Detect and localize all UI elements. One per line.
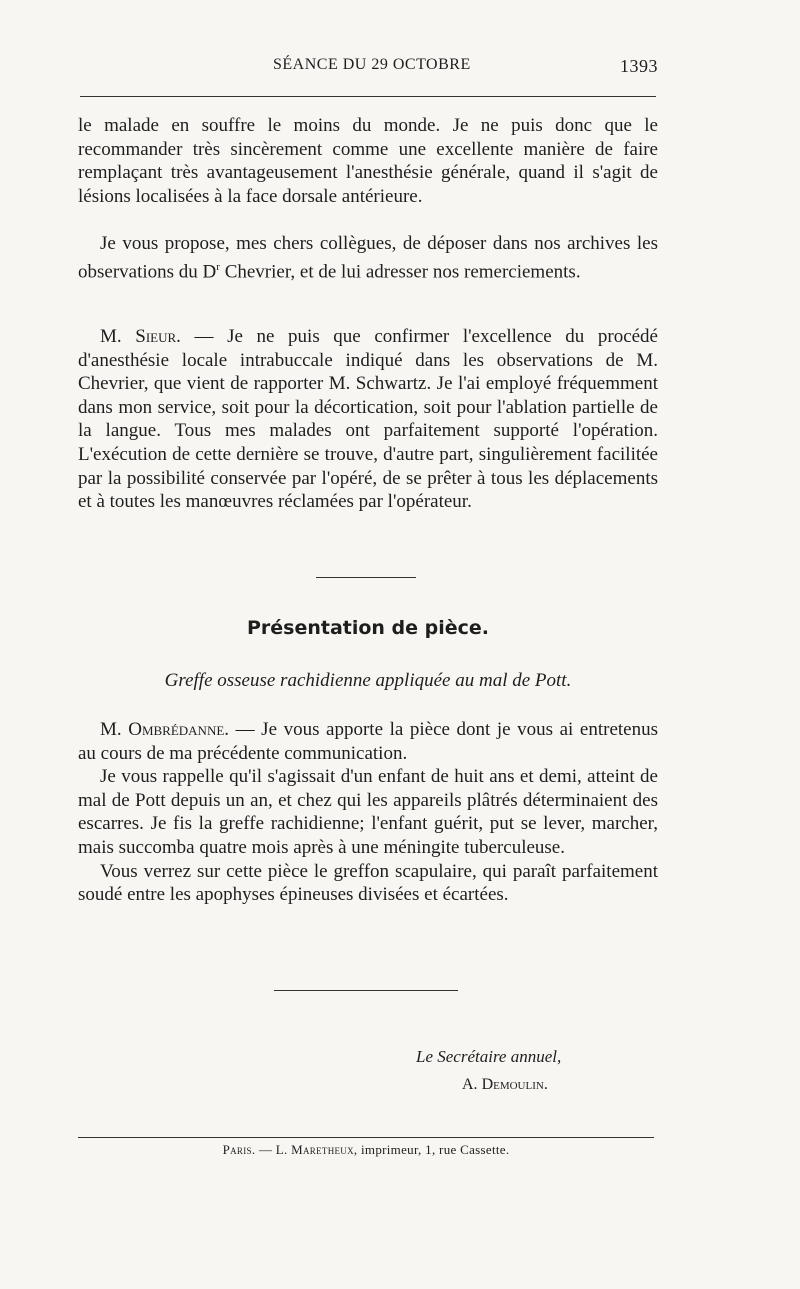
signature-role: Le Secrétaire annuel, — [416, 1047, 562, 1066]
running-header — [78, 56, 658, 82]
printer-footer — [78, 1142, 654, 1158]
section-separator — [316, 577, 416, 578]
page-number: 1393 — [620, 56, 658, 76]
footer-printer: Maretheux — [291, 1142, 354, 1157]
paragraph-continuation — [78, 114, 658, 208]
header-rule — [80, 96, 656, 97]
speaker-prefix: M. — [100, 719, 129, 740]
paragraph-text — [78, 232, 658, 284]
footer-address: , imprimeur, 1, rue Cassette. — [353, 1142, 510, 1157]
closing-separator — [274, 990, 458, 991]
paragraph-proposal — [78, 232, 658, 284]
text-run: . — Je ne puis que confirmer l'excellence du procédé d'anesthésie locale intrabuccale indiqué dans les observations de M. Chevrier, que vient de rapporter M. Schwartz. Je l'ai employé fréquemment dans mon service, soit pour la décortication, soit pour l'ablation partielle de la langue. Tous mes malades ont parfaitement supporté l'opération. L'exécution de cette dernière se trouve, d'autre part, singulièrement facilitée par la possibilité conservée par l'opéré, de se prêter à tous les déplacements et à toutes les manœuvres réclamées par l'opérateur. — [78, 326, 658, 513]
speaker-name: Sieur — [135, 326, 177, 347]
section-title: Présentation de pièce. — [246, 617, 490, 639]
speaker-name: Ombrédanne — [128, 719, 225, 740]
paragraph-text: le malade en souffre le moins du monde. Je ne puis donc que le recommander très sincèrement comme une excellente manière de faire remplaçant très avantageusement l'anesthésie générale, quand il s'agit de lésions localisées à la face dorsale antérieure. — [78, 115, 658, 207]
signature-block — [416, 1043, 561, 1099]
paragraph-text — [78, 718, 658, 765]
running-title: SÉANCE DU 29 OCTOBRE — [273, 56, 471, 73]
paragraph-text: Vous verrez sur cette pièce le greffon scapulaire, qui paraît parfaitement soudé entre les apophyses épineuses divisées et écartées. — [78, 860, 658, 906]
footer-rule — [78, 1137, 654, 1138]
speaker-prefix: M. — [100, 326, 136, 347]
footer-city: Paris. — [222, 1142, 256, 1157]
paragraph-text — [78, 325, 658, 514]
section-subtitle: Greffe osseuse rachidienne appliquée au mal de Pott. — [164, 670, 572, 691]
text-run: Chevrier, et de lui adresser nos remerciements. — [219, 260, 581, 282]
signature-surname: Demoulin. — [481, 1076, 548, 1093]
superscript: r — [216, 260, 220, 273]
paragraph-ombredanne — [78, 718, 658, 907]
text-run: . — Je vous apporte la pièce dont je vous ai entretenus au cours de ma précédente communication. — [78, 719, 658, 764]
signature-initial: A. — [462, 1076, 482, 1093]
text-run: Je vous propose, mes chers collègues, de déposer dans nos archives les observations du D — [78, 233, 658, 282]
signature-name — [416, 1071, 561, 1099]
paragraph-sieur — [78, 325, 658, 514]
paragraph-text: Je vous rappelle qu'il s'agissait d'un enfant de huit ans et demi, atteint de mal de Pott depuis un an, et chez qui les appareils plâtrés déterminaient des escarres. Je fis la greffe rachidienne; l'enfant guérit, put se lever, marcher, mais succomba quatre mois après à une méningite tuberculeuse. — [78, 766, 658, 858]
footer-text: — L. — [255, 1142, 292, 1157]
